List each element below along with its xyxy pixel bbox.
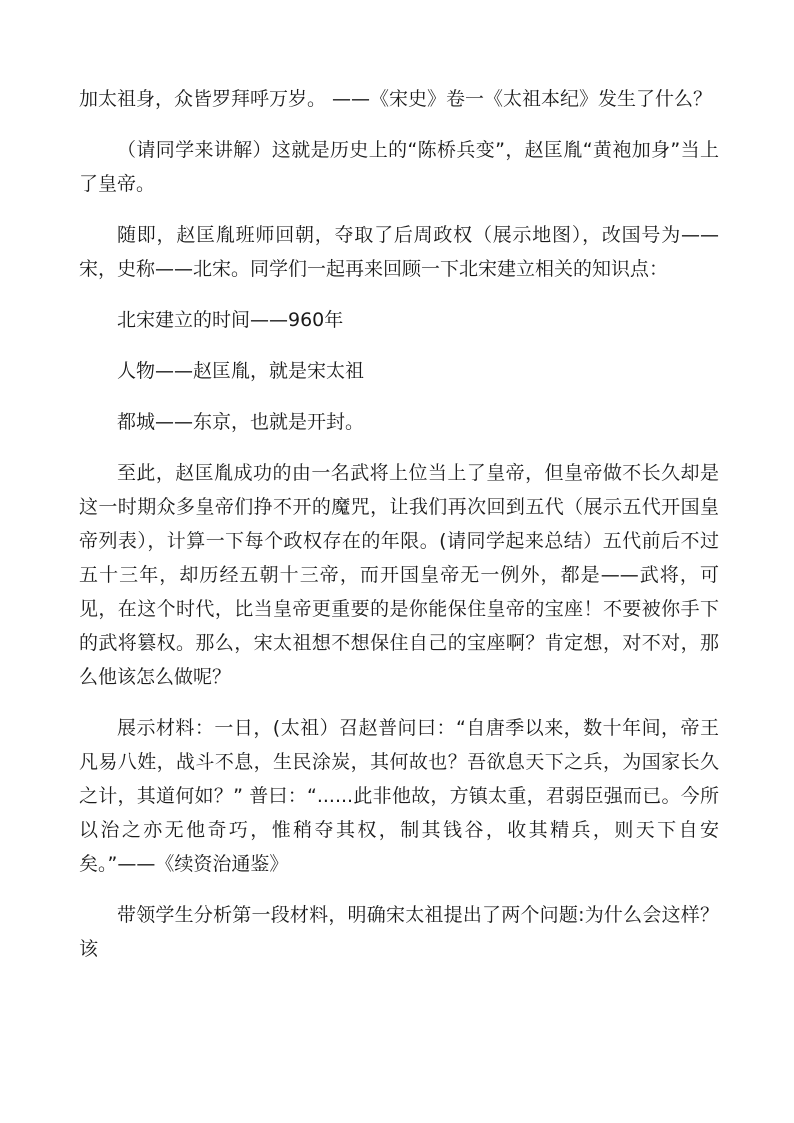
paragraph-five-dynasties-analysis: 至此，赵匡胤成功的由一名武将上位当上了皇帝，但皇帝做不长久却是这一时期众多皇帝们挣不开的魔咒，让我们再次回到五代（展示五代开国皇帝列表），计算一下每个政权存在的年限。(请同学起来总结）五代前后不过五十三年，却历经五朝十三帝，而开国皇帝无一例外，都是——武将，可见，在这个时代，比当皇帝更重要的是你能保住皇帝的宝座！不要被你手下的武将篡权。那么，宋太祖想不想保住自己的宝座啊？肯定想，对不对，那么他该怎么做呢？ (79, 462, 719, 688)
document-body (79, 82, 719, 983)
paragraph-song-history-quote: 加太祖身，众皆罗拜呼万岁。 ——《宋史》卷一《太祖本纪》发生了什么？ (79, 88, 713, 110)
paragraph-founding-time: 北宋建立的时间——960年 (117, 309, 344, 331)
paragraph-founding-of-northern-song: 随即，赵匡胤班师回朝，夺取了后周政权（展示地图），改国号为——宋，史称——北宋。同学们一起再来回顾一下北宋建立相关的知识点： (79, 224, 719, 280)
paragraph-chenqiao-mutiny: （请同学来讲解）这就是历史上的“陈桥兵变”，赵匡胤“黄袍加身”当上了皇帝。 (79, 139, 719, 195)
paragraph-capital: 都城——东京，也就是开封。 (117, 411, 365, 433)
paragraph-zhao-pu-material: 展示材料：一日，(太祖）召赵普问曰：“自唐季以来，数十年间，帝王凡易八姓，战斗不息，生民涂炭，其何故也？吾欲息天下之兵，为国家长久之计，其道何如？” 普曰：“......此非他故，方镇太重，君弱臣强而已。今所以治之亦无他奇巧，惟稍夺其权，制其钱谷，收其精兵，则天下自安矣。”——《续资治通鉴》 (79, 717, 719, 875)
paragraph-lead-students-analysis: 带领学生分析第一段材料，明确宋太祖提出了两个问题:为什么会这样？该 (79, 904, 719, 960)
paragraph-founding-person: 人物——赵匡胤，就是宋太祖 (117, 360, 365, 382)
